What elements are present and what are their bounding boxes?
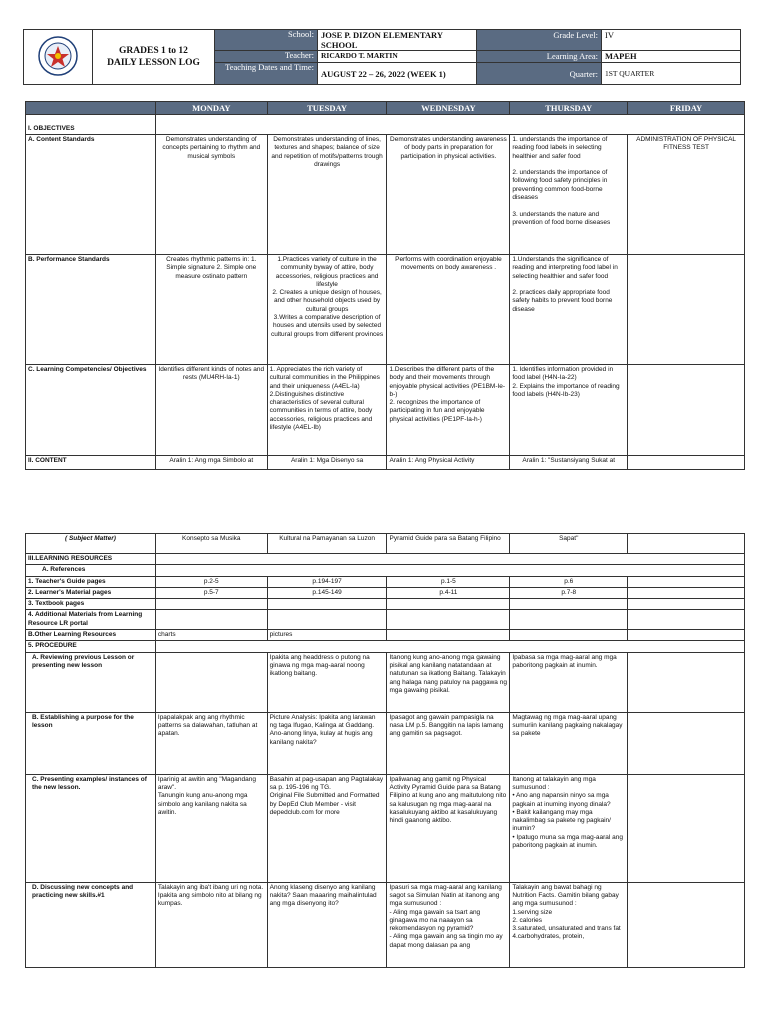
other-resources-row [26, 630, 745, 641]
day-thursday: THURSDAY [510, 102, 628, 115]
discussing-monday: Talakayin ang iba't ibang uri ng nota. Ipakita ang simbolo nito at bilang ng kumpas. [155, 882, 267, 967]
purpose-friday [628, 712, 745, 774]
purpose-monday: Ipapalakpak ang ang rhythmic patterns sa dalawahan, tatluhan at apatan. [155, 712, 267, 774]
review-tuesday: Ipakita ang headdress o putong na ginawa ng mga mag-aaral noong ikatlong baitang. [267, 652, 387, 712]
teacher-value: RICARDO T. MARTIN [318, 51, 477, 63]
lm-label: 2. Learner's Material pages [26, 587, 156, 598]
content-standards-row [26, 135, 745, 255]
tb-friday [628, 599, 745, 610]
purpose-row [26, 712, 745, 774]
discussing-tuesday: Anong klaseng disenyo ang kanilang nakita? Saan maaaring maihalintulad ang mga disenyong ito? [267, 882, 387, 967]
tg-friday [628, 576, 745, 587]
content-standards-label: A. Content Standards [26, 135, 156, 255]
deped-seal-icon [38, 36, 78, 76]
tg-thursday: p.6 [510, 576, 628, 587]
content-row [26, 456, 745, 470]
lc-friday [628, 365, 745, 456]
log-title [93, 30, 215, 85]
purpose-tuesday: Picture Analysis: Ipakita ang larawan ng taga Ifugao, Kalinga at Gaddang. Ano-anong linya, kulay at hugis ang kanilang nakita? [267, 712, 387, 774]
tb-tuesday [267, 599, 387, 610]
review-label: A. Reviewing previous Lesson or presenting new lesson [26, 652, 156, 712]
cs-monday: Demonstrates understanding of concepts pertaining to rhythm and musical symbols [155, 135, 267, 255]
procedure-label: 5. PROCEDURE [26, 641, 156, 652]
deped-seal [24, 30, 93, 85]
resources-row [26, 554, 745, 565]
sm-thursday: Sapat" [510, 534, 628, 554]
references-label: A. References [26, 565, 156, 576]
lesson-table-resources [25, 533, 745, 968]
procedure-blank [155, 641, 744, 652]
content-monday: Aralin 1: Ang mga Simbolo at [155, 456, 267, 470]
dates-label: Teaching Dates and Time: [215, 63, 318, 85]
sm-wednesday: Pyramid Guide para sa Batang Filipino [387, 534, 510, 554]
add-friday [628, 610, 745, 630]
grade-value: IV [602, 30, 741, 51]
examples-tuesday: Basahin at pag-usapan ang Pagtalakay sa p. 195-196 ng TG. Original File Submitted and Formatted by DepEd Club Member - visit depedclub.com for more [267, 774, 387, 882]
competencies-row [26, 365, 745, 456]
tb-thursday [510, 599, 628, 610]
dates-value: AUGUST 22 – 26, 2022 (WEEK 1) [318, 63, 477, 85]
area-label: Learning Area: [477, 51, 602, 63]
discussing-label: D. Discussing new concepts and practicing new skills.#1 [26, 882, 156, 967]
cs-thursday: 1. understands the importance of reading food labels in selecting healthier and safer food 2. understands the importance of following food safety principles in preventing common food-borne diseases 3. understands the nature and prevention of food borne diseases [510, 135, 628, 255]
examples-label: C. Presenting examples/ instances of the new lesson. [26, 774, 156, 882]
subject-matter-row [26, 534, 745, 554]
review-monday [155, 652, 267, 712]
sm-monday: Konsepto sa Musika [155, 534, 267, 554]
content-label: II. CONTENT [26, 456, 156, 470]
tb-wednesday [387, 599, 510, 610]
content-thursday: Aralin 1: "Sustansiyang Sukat at [510, 456, 628, 470]
examples-friday [628, 774, 745, 882]
sm-friday [628, 534, 745, 554]
ps-tuesday: 1.Practices variety of culture in the community byway of attire, body accessories, religious practices and lifestyle 2. Creates a unique design of houses, and other household objects used by cultural groups 3.Writes a comparative description of houses and utensils used by selected cultural groups from different provinces [267, 255, 387, 365]
resources-blank [155, 554, 744, 565]
other-tuesday: pictures [267, 630, 387, 641]
ps-friday [628, 255, 745, 365]
textbook-row [26, 599, 745, 610]
purpose-thursday: Magtawag ng mga mag-aaral upang sumuriin kanilang pagkaing nakalagay sa pakete [510, 712, 628, 774]
grade-label: Grade Level: [477, 30, 602, 51]
other-thursday [510, 630, 628, 641]
performance-standards-label: B. Performance Standards [26, 255, 156, 365]
quarter-value: 1ST QUARTER [602, 63, 741, 85]
add-wednesday [387, 610, 510, 630]
examples-monday: Iparinig at awitin ang "Magandang araw". Tanungin kung anu-anong mga simbolo ang kanilang nakita sa awitin. [155, 774, 267, 882]
discussing-friday [628, 882, 745, 967]
day-header-row [26, 102, 745, 115]
textbook-label: 3. Textbook pages [26, 599, 156, 610]
lc-tuesday: 1. Appreciates the rich variety of cultural communities in the Philippines and their uniqueness (A4EL-Ia) 2.Distinguishes distinctive characteristics of several cultural communities in terms of attire, body accessories, religious practices and lifestyle (A4EL-Ib) [267, 365, 387, 456]
review-row [26, 652, 745, 712]
discussing-wednesday: Ipasuri sa mga mag-aaral ang kanilang sagot sa Simulan Natin at itanong ang mga sumusunod : - Aling mga gawain sa tsart ang ginagawa mo na naaayon sa rekomendasyon ng pyramid? - Aling mga gawain ang sa tingin mo ay dapat mong dalasan pa ang [387, 882, 510, 967]
school-value: JOSE P. DIZON ELEMENTARY SCHOOL [318, 30, 477, 51]
cs-wednesday: Demonstrates understanding awareness of body parts in preparation for participation in physical activities. [387, 135, 510, 255]
review-thursday: Ipabasa sa mga mag-aaral ang mga paboritong pagkain at inumin. [510, 652, 628, 712]
tb-monday [155, 599, 267, 610]
other-friday [628, 630, 745, 641]
day-header-blank [26, 102, 156, 115]
purpose-label: B. Establishing a purpose for the lesson [26, 712, 156, 774]
other-resources-label: B.Other Learning Resources [26, 630, 156, 641]
lc-wednesday: 1.Describes the different parts of the body and their movements through enjoyable physical activities (PE1BM-Ie-b-) 2. recognizes the importance of participating in fun and enjoyable physical activities (PE1PF-Ia-h-) [387, 365, 510, 456]
tg-tuesday: p.194-197 [267, 576, 387, 587]
tg-monday: p.2-5 [155, 576, 267, 587]
additional-label: 4. Additional Materials from Learning Resource LR portal [26, 610, 156, 630]
day-wednesday: WEDNESDAY [387, 102, 510, 115]
review-wednesday: Itanong kung ano-anong mga gawaing pisikal ang kanilang natatandaan at natutunan sa ikatlong Baitang. Talakayin ang halaga nang patuloy na paggawa ng mga gawaing pisikal. [387, 652, 510, 712]
teacher-label: Teacher: [215, 51, 318, 63]
school-label: School: [215, 30, 318, 51]
examples-wednesday: Ipaliwanag ang gamit ng Physical Activity Pyramid Guide para sa Batang Filipino at kung ano ang maitutulong nito sa kalusugan ng mga mag-aaral na kasalukuyang aktibo at kasalukuyang hindi gaanong aktibo. [387, 774, 510, 882]
competencies-label: C. Learning Competencies/ Objectives [26, 365, 156, 456]
subject-matter-label: ( Subject Matter) [26, 534, 156, 554]
add-tuesday [267, 610, 387, 630]
add-thursday [510, 610, 628, 630]
area-value: MAPEH [602, 51, 741, 63]
references-row [26, 565, 745, 576]
ps-wednesday: Performs with coordination enjoyable movements on body awareness . [387, 255, 510, 365]
additional-row [26, 610, 745, 630]
content-friday [628, 456, 745, 470]
procedure-row [26, 641, 745, 652]
quarter-label: Quarter: [477, 63, 602, 85]
add-monday [155, 610, 267, 630]
resources-label: III.LEARNING RESOURCES [26, 554, 156, 565]
objectives-row [26, 115, 745, 135]
lm-row [26, 587, 745, 598]
sm-tuesday: Kultural na Pamayanan sa Luzon [267, 534, 387, 554]
ps-monday: Creates rhythmic patterns in: 1. Simple signature 2. Simple one measure ostinato pattern [155, 255, 267, 365]
lm-thursday: p.7-8 [510, 587, 628, 598]
tg-wednesday: p.1-5 [387, 576, 510, 587]
day-friday: FRIDAY [628, 102, 745, 115]
discussing-row [26, 882, 745, 967]
lm-friday [628, 587, 745, 598]
content-tuesday: Aralin 1: Mga Disenyo sa [267, 456, 387, 470]
content-wednesday: Aralin 1: Ang Physical Activity [387, 456, 510, 470]
purpose-wednesday: Ipasagot ang gawain pampasigla na nasa LM p.5. Banggitin na lapis lamang ang gamitin sa pagsagot. [387, 712, 510, 774]
ps-thursday: 1.Understands the significance of reading and interpreting food label in selecting healthier and safer food 2. practices daily appropriate food safety habits to prevent food borne disease [510, 255, 628, 365]
lm-tuesday: p.145-149 [267, 587, 387, 598]
cs-friday: ADMINISTRATION OF PHYSICAL FITNESS TEST [628, 135, 745, 255]
lm-monday: p.5-7 [155, 587, 267, 598]
title-line-2: DAILY LESSON LOG [107, 58, 200, 68]
day-tuesday: TUESDAY [267, 102, 387, 115]
day-monday: MONDAY [155, 102, 267, 115]
tg-row [26, 576, 745, 587]
header-table [23, 29, 741, 85]
objectives-label: I. OBJECTIVES [26, 115, 156, 135]
lesson-table-objectives [25, 101, 745, 470]
objectives-blank [155, 115, 744, 135]
lc-monday: Identifies different kinds of notes and rests (MU4RH-Ia-1) [155, 365, 267, 456]
other-wednesday [387, 630, 510, 641]
lc-thursday: 1. Identifies information provided in food label (H4N-Ia-22) 2. Explains the importance of reading food labels (H4N-Ib-23) [510, 365, 628, 456]
title-line-1: GRADES 1 to 12 [119, 46, 188, 56]
examples-thursday: Itanong at talakayin ang mga sumusunod : • Ano ang napansin ninyo sa mga pagkain at inuming inyong dinala? • Bakit kailangang may mga nakalimbag sa pakete ng pagkain/ inumin? • Ipatugo muna sa mga mag-aaral ang paboritong pagkain at inumin. [510, 774, 628, 882]
tg-label: 1. Teacher's Guide pages [26, 576, 156, 587]
performance-standards-row [26, 255, 745, 365]
lm-wednesday: p.4-11 [387, 587, 510, 598]
other-monday: charts [155, 630, 267, 641]
cs-tuesday: Demonstrates understanding of lines, textures and shapes; balance of size and repetition of motifs/patterns trough drawings [267, 135, 387, 255]
review-friday [628, 652, 745, 712]
references-blank [155, 565, 744, 576]
discussing-thursday: Talakayin ang bawat bahagi ng Nutrition Facts. Gamitin bilang gabay ang mga sumusunod : 1.serving size 2. calories 3.saturated, unsaturated and trans fat 4.carbohydrates, protein, [510, 882, 628, 967]
examples-row [26, 774, 745, 882]
